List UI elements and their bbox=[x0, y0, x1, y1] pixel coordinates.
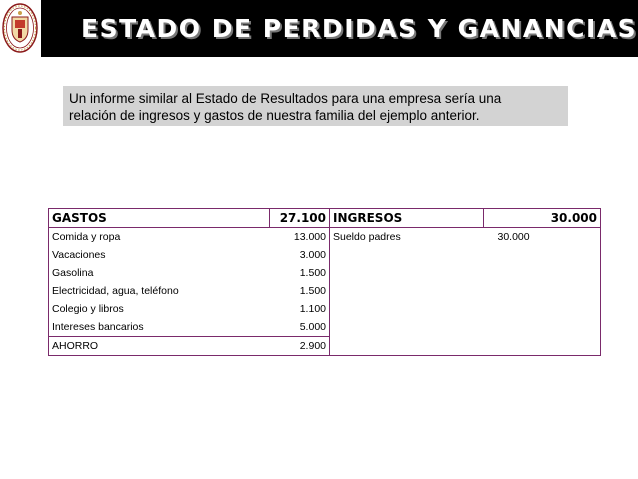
page-title: ESTADO DE PERDIDAS Y GANANCIAS bbox=[81, 14, 638, 43]
ingreso-value: 30.000 bbox=[484, 228, 601, 247]
ingreso-empty bbox=[330, 337, 484, 356]
gasto-value: 5.000 bbox=[299, 321, 326, 333]
ahorro-row bbox=[49, 337, 601, 356]
table-row bbox=[49, 300, 601, 318]
intro-line-1: Un informe similar al Estado de Resultados para una empresa sería una bbox=[69, 91, 502, 106]
ingreso-empty bbox=[330, 318, 484, 337]
university-seal-icon bbox=[2, 2, 38, 54]
gastos-total: 27.100 bbox=[270, 209, 330, 228]
gasto-label: Electricidad, agua, teléfono bbox=[49, 282, 270, 300]
ingresos-total: 30.000 bbox=[484, 209, 601, 228]
gastos-header-label: GASTOS bbox=[49, 209, 270, 228]
gasto-value: 1.500 bbox=[299, 267, 326, 279]
ingreso-empty bbox=[330, 246, 484, 264]
ingreso-empty bbox=[484, 264, 601, 282]
gasto-value: 13.000 bbox=[293, 231, 326, 243]
gasto-label: Gasolina bbox=[49, 264, 270, 282]
table-row bbox=[49, 318, 601, 337]
table-row bbox=[49, 246, 601, 264]
table-header-row bbox=[49, 209, 601, 228]
gasto-label: Vacaciones bbox=[49, 246, 270, 264]
table-row bbox=[49, 264, 601, 282]
ingreso-empty bbox=[484, 246, 601, 264]
gasto-label: Intereses bancarios bbox=[49, 318, 270, 337]
ingreso-empty bbox=[330, 282, 484, 300]
intro-line-2: relación de ingresos y gastos de nuestra familia del ejemplo anterior. bbox=[69, 108, 480, 123]
intro-text-box bbox=[63, 86, 568, 126]
gasto-label: Colegio y libros bbox=[49, 300, 270, 318]
profit-loss-table bbox=[48, 208, 601, 356]
ingreso-empty bbox=[330, 264, 484, 282]
ahorro-value: 2.900 bbox=[270, 337, 330, 356]
gasto-value: 1.500 bbox=[299, 285, 326, 297]
title-bar bbox=[41, 0, 638, 57]
ingreso-label: Sueldo padres bbox=[330, 228, 484, 247]
ingreso-empty bbox=[330, 300, 484, 318]
ahorro-label: AHORRO bbox=[49, 337, 270, 356]
ingresos-header-label: INGRESOS bbox=[330, 209, 484, 228]
ingreso-empty bbox=[484, 318, 601, 337]
slide-header bbox=[0, 0, 638, 57]
ingreso-empty bbox=[484, 282, 601, 300]
ingreso-empty bbox=[484, 300, 601, 318]
table-row bbox=[49, 282, 601, 300]
gasto-value: 1.100 bbox=[299, 303, 326, 315]
table-row bbox=[49, 228, 601, 247]
ingreso-empty bbox=[484, 337, 601, 356]
gasto-label: Comida y ropa bbox=[49, 228, 270, 247]
gasto-value: 3.000 bbox=[299, 249, 326, 261]
